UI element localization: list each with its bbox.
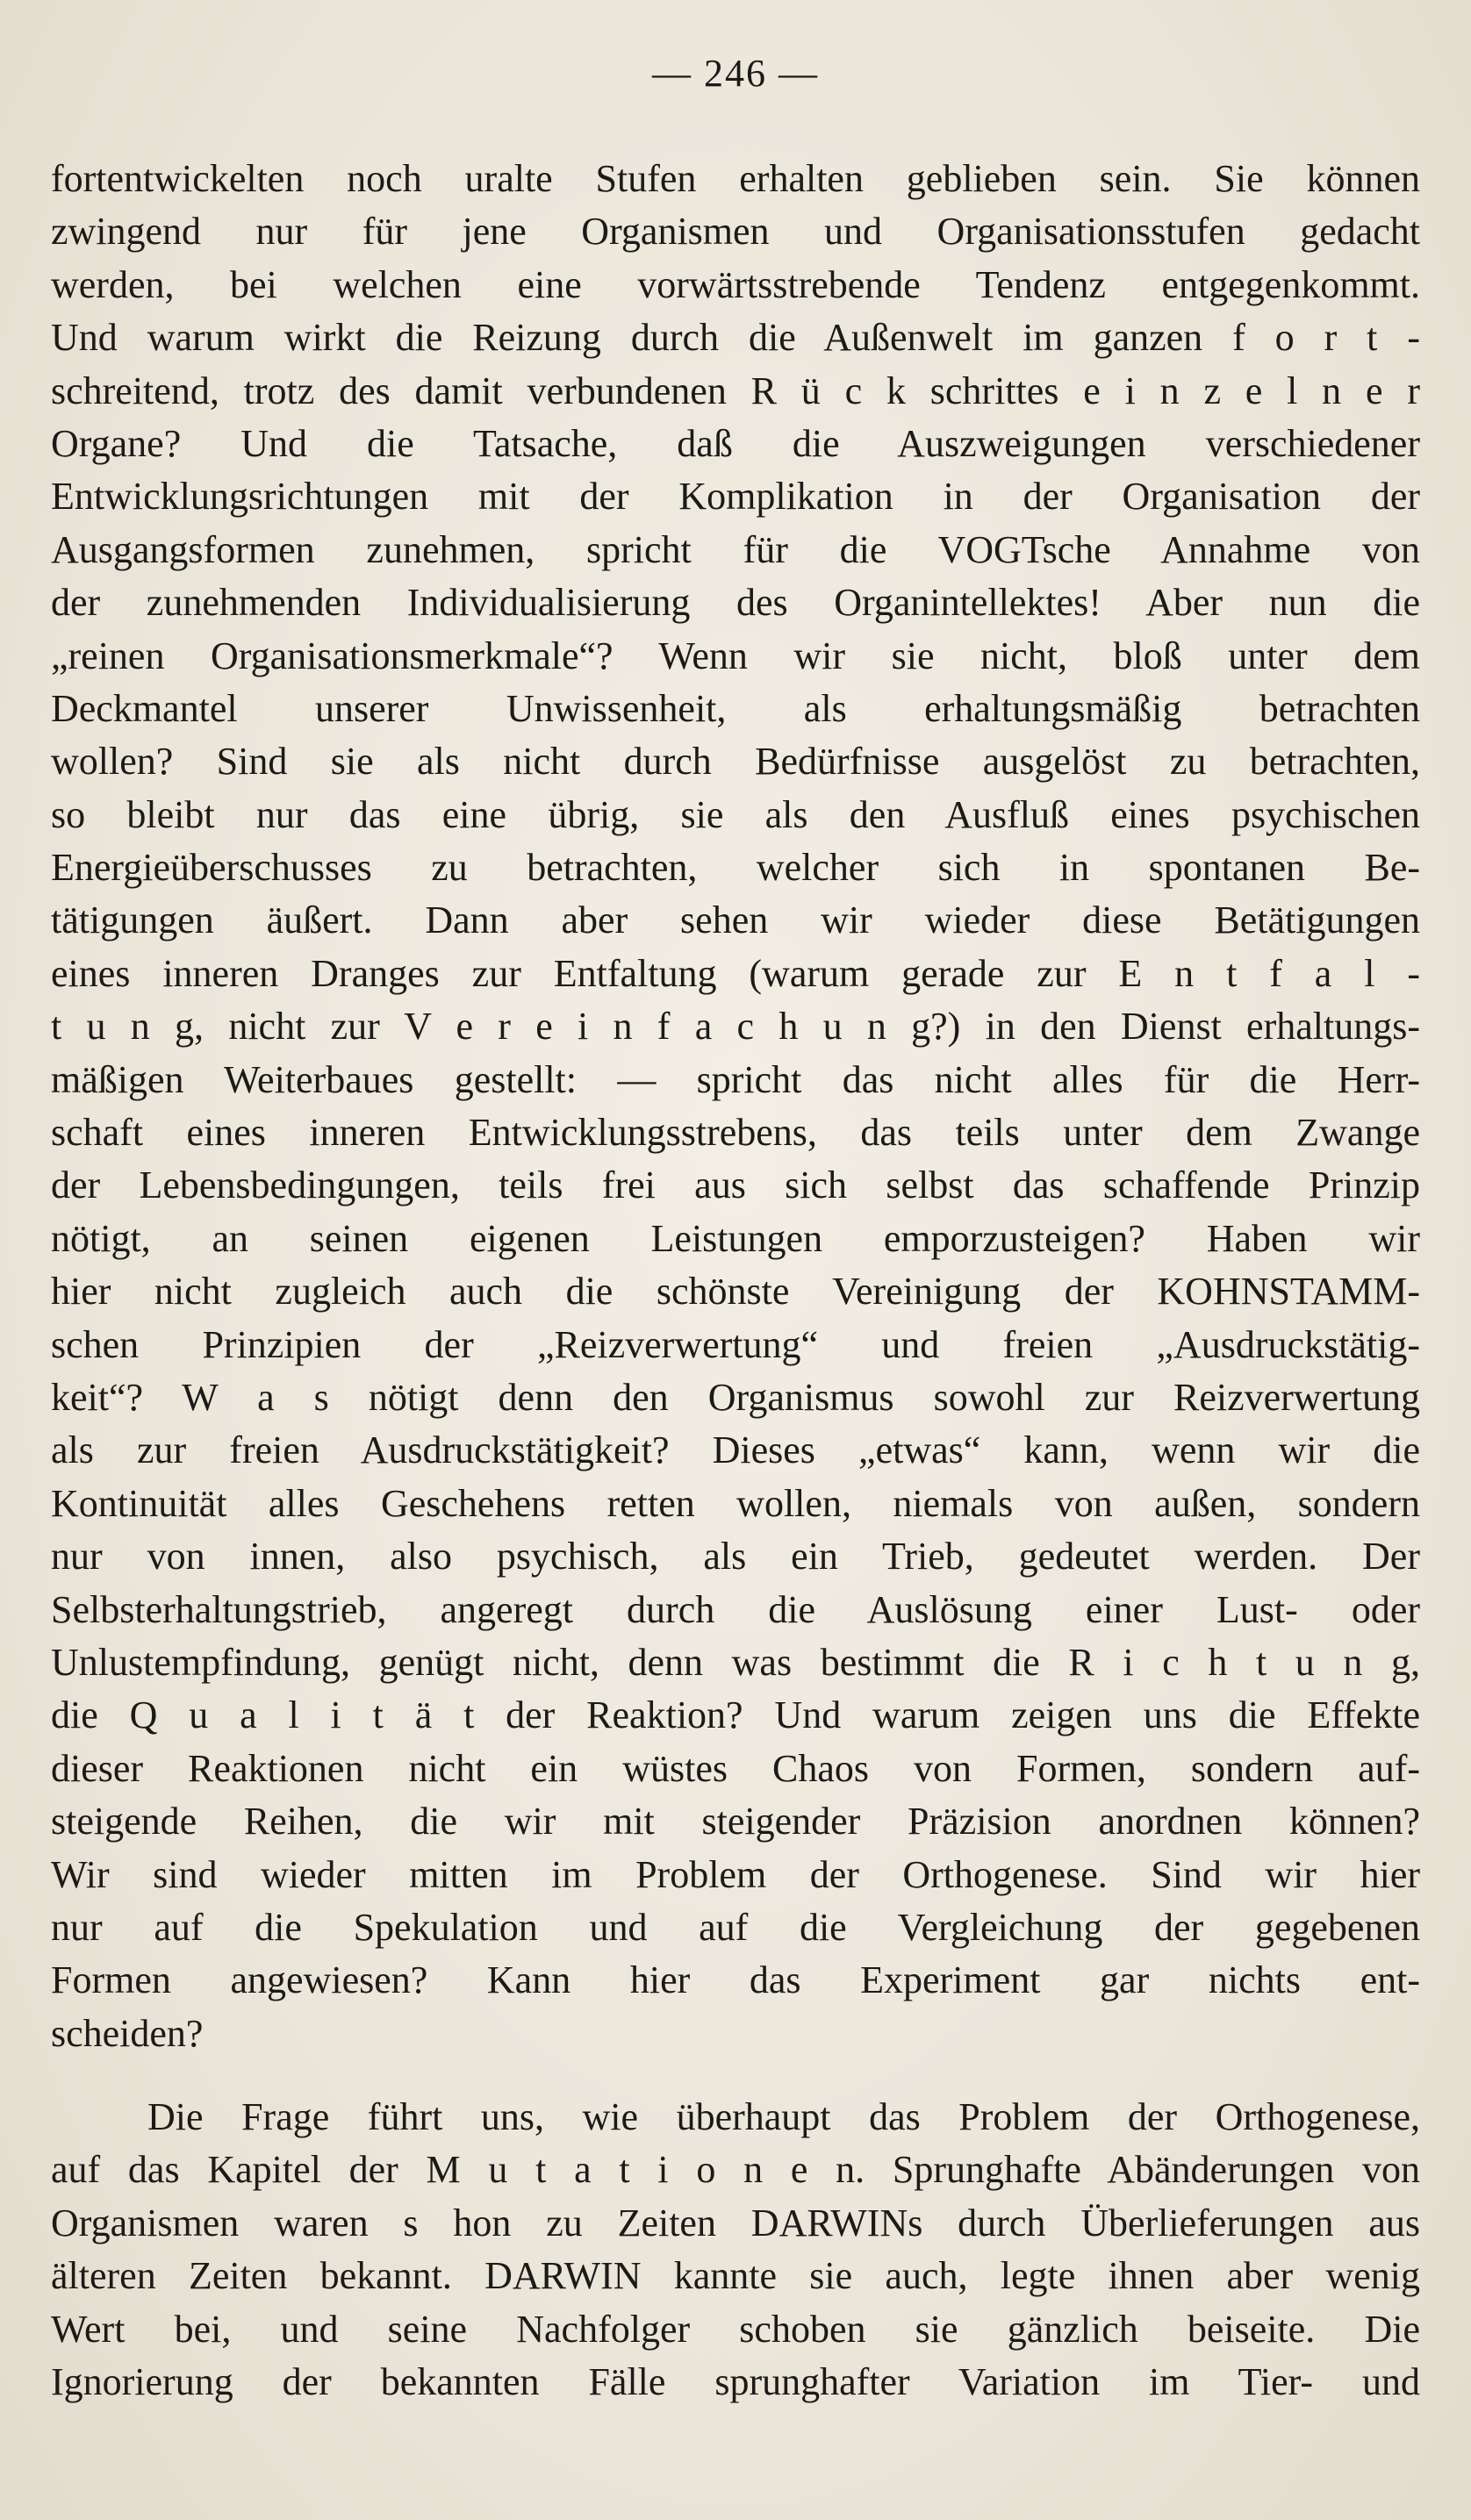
text-line: nur von innen, also psychisch, als ein Trieb, gedeutet werden. Der: [51, 1535, 1420, 1579]
text-line: nötigt, an seinen eigenen Leistungen emporzusteigen? Haben wir: [51, 1216, 1420, 1260]
text-line: Entwicklungsrichtungen mit der Komplikation in der Organisation der: [51, 475, 1420, 519]
text-line: scheiden?: [51, 2011, 204, 2055]
paragraph-2: [51, 2091, 1420, 2409]
text-line: t u n g, nicht zur V e r e i n f a c h u n g?) in den Dienst erhaltungs-: [51, 1005, 1420, 1049]
text-line: Und warum wirkt die Reizung durch die Außenwelt im ganzen f o r t -: [51, 316, 1420, 360]
text-line: eines inneren Dranges zur Entfaltung (warum gerade zur E n t f a l -: [51, 951, 1420, 995]
text-line: Energieüberschusses zu betrachten, welcher sich in spontanen Be-: [51, 846, 1420, 890]
text-line: werden, bei welchen eine vorwärtsstrebende Tendenz entgegenkommt.: [51, 262, 1420, 306]
text-line: fortentwickelten noch uralte Stufen erhalten geblieben sein. Sie können: [51, 157, 1420, 200]
text-line: hier nicht zugleich auch die schönste Vereinigung der KOHNSTAMM-: [51, 1270, 1420, 1314]
text-line: Organismen waren s hon zu Zeiten DARWINs durch Überlieferungen aus: [51, 2201, 1420, 2244]
page-number: — 246 —: [652, 52, 819, 95]
text-line: so bleibt nur das eine übrig, sie als den Ausfluß eines psychischen: [51, 792, 1420, 836]
text-line: Die Frage führt uns, wie überhaupt das Problem der Orthogenese,: [147, 2095, 1420, 2139]
text-line: Wir sind wieder mitten im Problem der Orthogenese. Sind wir hier: [51, 1852, 1420, 1896]
text-line: Unlustempfindung, genügt nicht, denn was bestimmt die R i c h t u n g,: [51, 1640, 1420, 1684]
text-line: schreitend, trotz des damit verbundenen R ü c k schrittes e i n z e l n e r: [51, 369, 1420, 412]
text-line: dieser Reaktionen nicht ein wüstes Chaos von Formen, sondern auf-: [51, 1746, 1420, 1790]
text-line: tätigungen äußert. Dann aber sehen wir wieder diese Betätigungen: [51, 898, 1420, 942]
text-line: steigende Reihen, die wir mit steigender Präzision anordnen können?: [51, 1800, 1420, 1843]
text-line: Selbsterhaltungstrieb, angeregt durch die Auslösung einer Lust- oder: [51, 1587, 1420, 1631]
text-line: wollen? Sind sie als nicht durch Bedürfnisse ausgelöst zu betrachten,: [51, 740, 1420, 784]
paragraph-gap: [51, 2060, 1420, 2091]
text-line: Formen angewiesen? Kann hier das Experiment gar nichts ent-: [51, 1958, 1420, 2002]
text-line: nur auf die Spekulation und auf die Vergleichung der gegebenen: [51, 1905, 1420, 1949]
text-line: Ausgangsformen zunehmen, spricht für die VOGTsche Annahme von: [51, 527, 1420, 571]
text-line: keit“? W a s nötigt denn den Organismus sowohl zur Reizverwertung: [51, 1375, 1420, 1419]
text-line: schaft eines inneren Entwicklungsstrebens, das teils unter dem Zwange: [51, 1111, 1420, 1155]
body-text: [51, 153, 1420, 2409]
text-line: schen Prinzipien der „Reizverwertung“ und freien „Ausdruckstätig-: [51, 1322, 1420, 1366]
text-line: mäßigen Weiterbaues gestellt: — spricht das nicht alles für die Herr-: [51, 1057, 1420, 1101]
text-line: die Q u a l i t ä t der Reaktion? Und warum zeigen uns die Effekte: [51, 1693, 1420, 1737]
text-line: der Lebensbedingungen, teils frei aus sich selbst das schaffende Prinzip: [51, 1163, 1420, 1207]
text-line: Organe? Und die Tatsache, daß die Auszweigungen verschiedener: [51, 421, 1420, 465]
text-line: Wert bei, und seine Nachfolger schoben sie gänzlich beiseite. Die: [51, 2307, 1420, 2351]
text-line: Kontinuität alles Geschehens retten wollen, niemals von außen, sondern: [51, 1481, 1420, 1525]
text-line: Deckmantel unserer Unwissenheit, als erhaltungsmäßig betrachten: [51, 686, 1420, 730]
text-line: „reinen Organisationsmerkmale“? Wenn wir sie nicht, bloß unter dem: [51, 634, 1420, 677]
text-line: zwingend nur für jene Organismen und Organisationsstufen gedacht: [51, 210, 1420, 254]
text-line: auf das Kapitel der M u t a t i o n e n. Sprunghafte Abänderungen von: [51, 2148, 1420, 2192]
text-line: älteren Zeiten bekannt. DARWIN kannte sie auch, legte ihnen aber wenig: [51, 2254, 1420, 2298]
text-line: Ignorierung der bekannten Fälle sprunghafter Variation im Tier- und: [51, 2360, 1420, 2404]
text-line: als zur freien Ausdruckstätigkeit? Dieses „etwas“ kann, wenn wir die: [51, 1428, 1420, 1472]
paragraph-1: [51, 153, 1420, 2060]
text-line: der zunehmenden Individualisierung des Organintellektes! Aber nun die: [51, 581, 1420, 625]
